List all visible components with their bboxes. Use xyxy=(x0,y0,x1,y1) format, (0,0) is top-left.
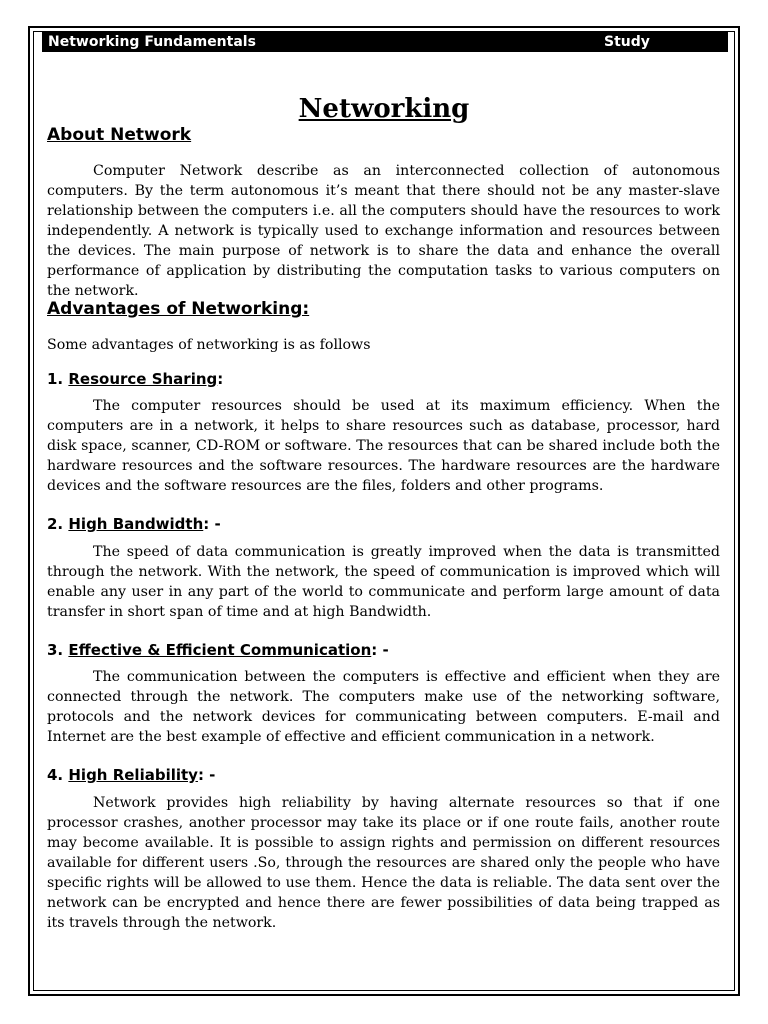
item-suffix: : - xyxy=(203,515,221,533)
item-number: 3. xyxy=(47,641,64,659)
header-bar xyxy=(42,32,728,52)
about-paragraph: Computer Network describe as an interconnected collection of autonomous computers. By the term autonomous it’s meant that there should not be any master-slave relationship between the computers i.e. all the computers should have the resources to work independently. A network is typically used to exchange information and resources between the devices. The main purpose of network is to share the data and enhance the overall performance of application by distributing the computation tasks to various computers on the network. xyxy=(47,163,720,299)
about-heading: About Network xyxy=(47,125,192,145)
advantages-heading: Advantages of Networking: xyxy=(47,299,310,319)
item-number: 4. xyxy=(47,766,64,784)
item-name: High Bandwidth xyxy=(68,515,204,533)
item-suffix: : - xyxy=(371,641,389,659)
item-paragraph-effective-communication: The communication between the computers is effective and efficient when they are connected through the network. The computers make use of the networking software, protocols and the network devices for communicating between computers. E-mail and Internet are the best example of effective and efficient communication in a network. xyxy=(47,669,720,745)
item-paragraph-high-bandwidth: The speed of data communication is greatly improved when the data is transmitted through the network. With the network, the speed of communication is improved which will enable any user in any part of the world to communicate and perform large amount of data transfer in short span of time and at high Bandwidth. xyxy=(47,544,720,620)
item-name: Resource Sharing xyxy=(68,370,218,388)
item-name: High Reliability xyxy=(68,766,198,784)
item-suffix: : xyxy=(217,370,224,388)
item-heading-resource-sharing xyxy=(47,369,720,389)
header-title: Networking Fundamentals xyxy=(48,34,256,50)
item-paragraph-high-reliability: Network provides high reliability by having alternate resources so that if one processor crashes, another processor may take its place or if one route fails, another route may become available. It is possible to assign rights and permission on different resources available for different users .So, through the resources are shared only the people who have specific rights will be allowed to use them. Hence the data is reliable. The data sent over the network can be encrypted and hence there are fewer possibilities of data being trapped as its travels through the network. xyxy=(47,795,720,931)
advantages-intro: Some advantages of networking is as follows xyxy=(47,337,371,353)
item-heading-effective-communication xyxy=(47,640,720,660)
header-label: Study xyxy=(604,34,650,50)
item-number: 2. xyxy=(47,515,64,533)
item-paragraph-resource-sharing: The computer resources should be used at its maximum efficiency. When the computers are in a network, it helps to share resources such as database, processor, hard disk space, scanner, CD-ROM or software. The resources that can be shared include both the hardware resources and the software resources. The hardware resources are the hardware devices and the software resources are the files, folders and other programs. xyxy=(47,398,720,494)
item-number: 1. xyxy=(47,370,64,388)
item-suffix: : - xyxy=(197,766,216,784)
item-heading-high-reliability xyxy=(47,765,720,785)
page-title: Networking xyxy=(298,94,470,124)
item-name: Effective & Efficient Communication xyxy=(68,641,372,659)
item-heading-high-bandwidth xyxy=(47,514,720,534)
